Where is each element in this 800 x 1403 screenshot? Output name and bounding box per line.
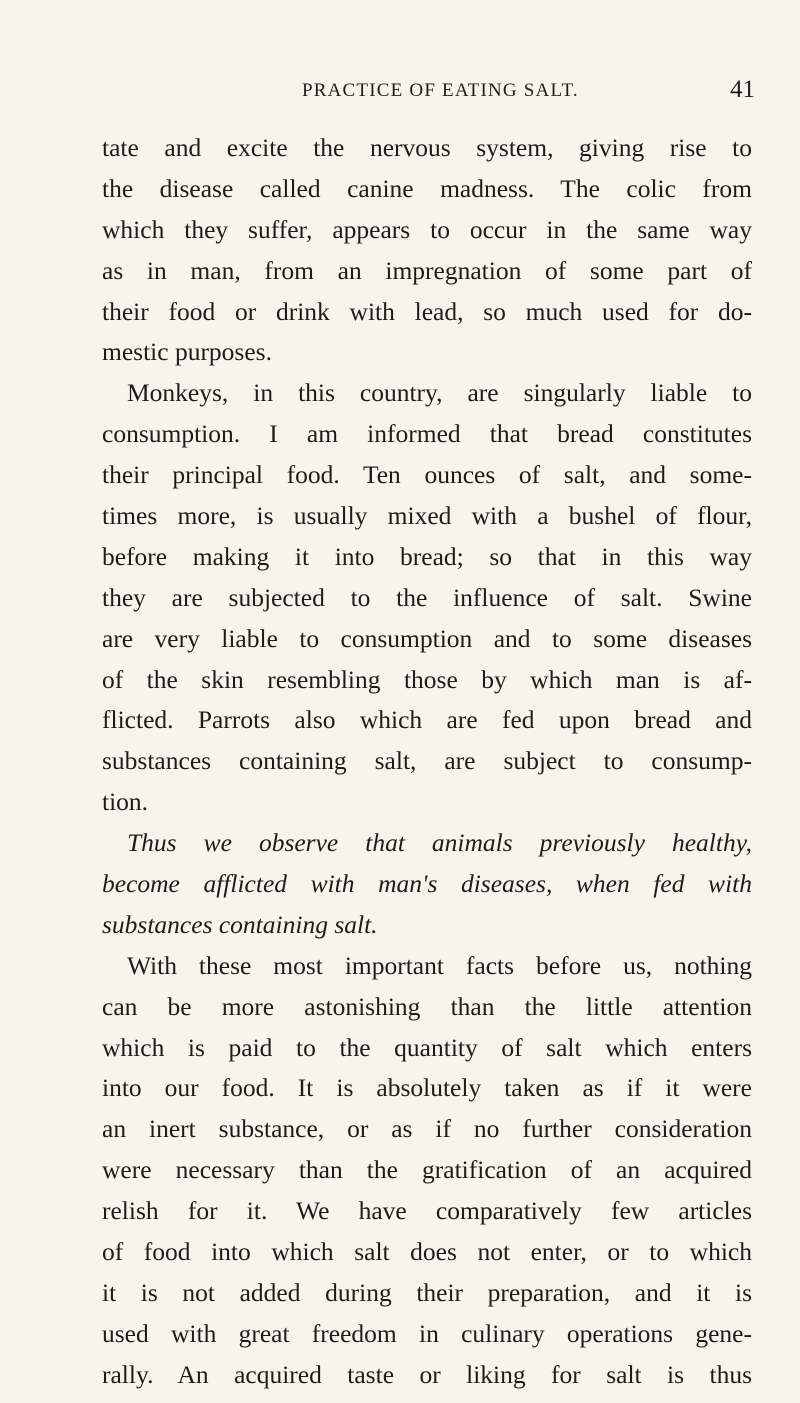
text-line: times more, is usually mixed with a bushel of flour, — [102, 501, 752, 531]
text-line: it is not added during their preparation, and it is — [102, 1277, 752, 1307]
text-line: tion. — [102, 787, 149, 817]
italic-text-line: substances containing salt. — [102, 909, 378, 939]
text-line: rally. An acquired taste or liking for salt is thus — [102, 1359, 752, 1389]
text-line: consumption. I am informed that bread constitutes — [102, 419, 752, 449]
text-line: flicted. Parrots also which are fed upon bread and — [102, 705, 752, 735]
running-title: PRACTICE OF EATING SALT. — [302, 80, 579, 101]
text-line: With these most important facts before us, nothing — [127, 950, 752, 980]
text-line: an inert substance, or as if no further consideration — [102, 1114, 752, 1144]
text-line: relish for it. We have comparatively few articles — [102, 1196, 752, 1226]
body-text — [102, 128, 752, 1396]
page-number: 41 — [730, 76, 755, 103]
italic-text-line: Thus we observe that animals previously healthy, — [127, 828, 752, 858]
italic-text-line: become afflicted with man's diseases, when fed with — [102, 869, 752, 899]
text-line: used with great freedom in culinary operations gene- — [102, 1318, 752, 1348]
text-line: Monkeys, in this country, are singularly liable to — [127, 378, 752, 408]
text-line: as in man, from an impregnation of some part of — [102, 255, 752, 285]
text-line: mestic purposes. — [102, 337, 272, 367]
text-line: the disease called canine madness. The colic from — [102, 173, 752, 203]
text-line: which they suffer, appears to occur in the same way — [102, 214, 752, 244]
text-line: before making it into bread; so that in this way — [102, 541, 752, 571]
text-line: tate and excite the nervous system, giving rise to — [102, 133, 752, 162]
text-line: of food into which salt does not enter, or to which — [102, 1237, 752, 1267]
text-line: can be more astonishing than the little attention — [102, 991, 752, 1021]
text-line: of the skin resembling those by which man is af- — [102, 664, 752, 694]
text-line: which is paid to the quantity of salt which enters — [102, 1032, 752, 1062]
text-line: are very liable to consumption and to some diseases — [102, 623, 752, 653]
text-line: were necessary than the gratification of an acquired — [102, 1155, 752, 1185]
page-header — [0, 76, 800, 110]
text-line: substances containing salt, are subject to consump- — [102, 746, 752, 776]
text-line: into our food. It is absolutely taken as if it were — [102, 1073, 752, 1103]
text-line: their principal food. Ten ounces of salt, and some- — [102, 460, 752, 490]
text-line: they are subjected to the influence of salt. Swine — [102, 582, 752, 612]
text-line: their food or drink with lead, so much used for do- — [102, 296, 752, 326]
